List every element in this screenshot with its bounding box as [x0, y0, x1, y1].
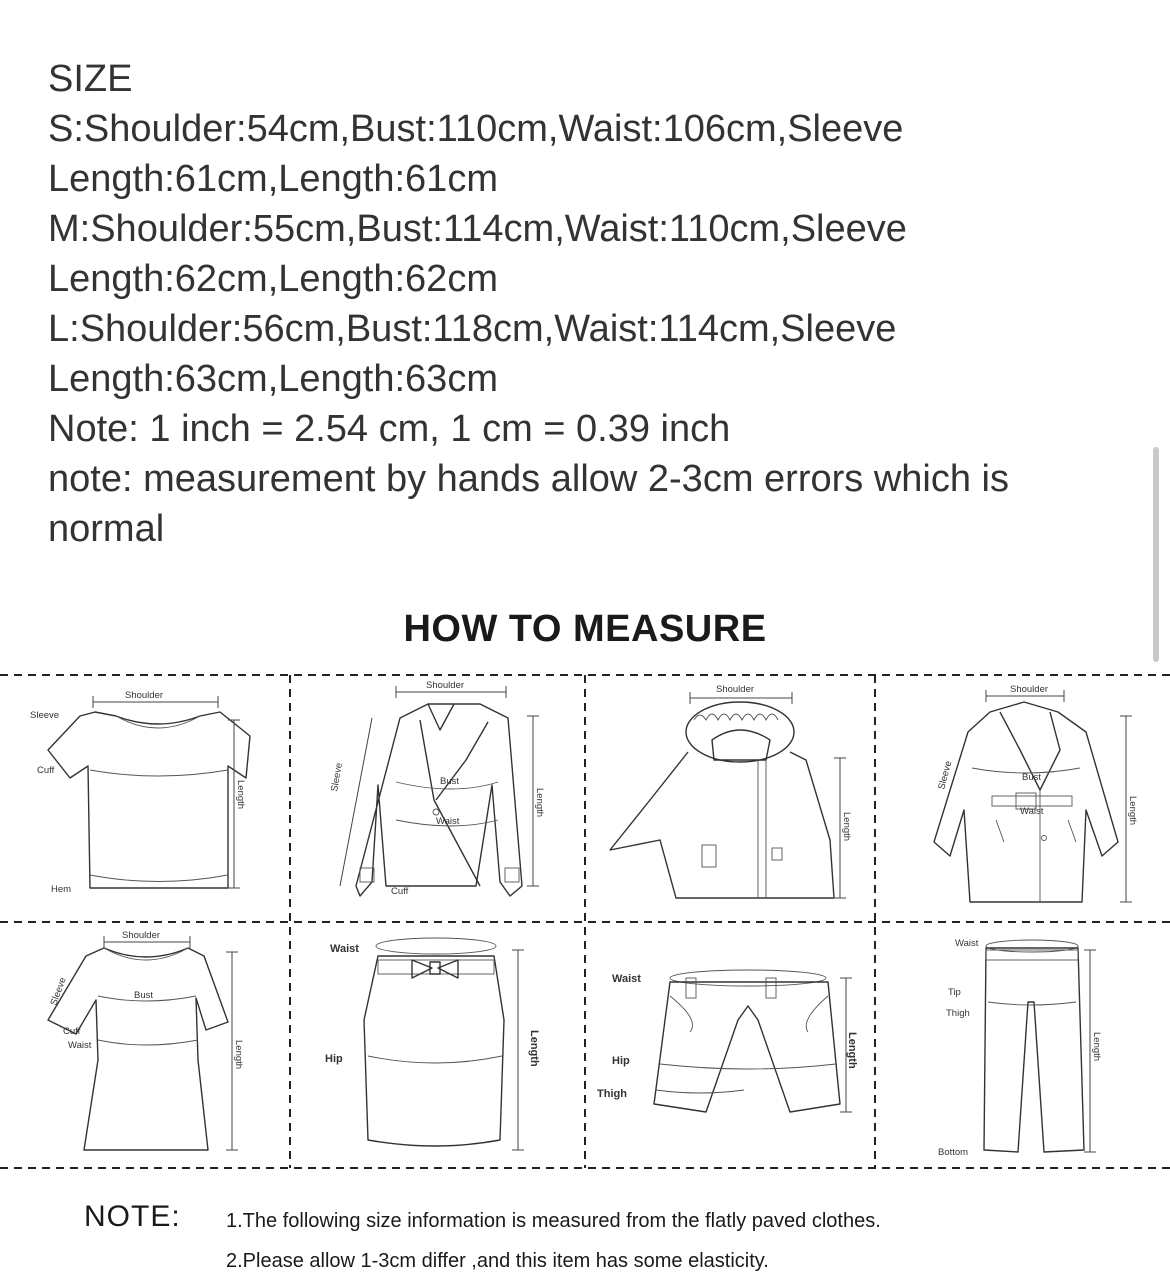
blazer-illustration [329, 680, 545, 897]
label-sleeve: Sleeve [329, 761, 346, 793]
label-hem: Hem [51, 884, 72, 895]
label-waist: Waist [955, 938, 979, 949]
label-shoulder: Shoulder [1010, 684, 1049, 695]
label-length: Length [846, 1032, 858, 1069]
label-cuff: Cuff [391, 886, 409, 897]
label-cuff: Cuff [37, 765, 55, 776]
label-waist: Waist [612, 973, 641, 985]
shorts-illustration [597, 970, 858, 1112]
label-length: Length [1091, 1032, 1102, 1062]
measurement-guide-illustration [0, 660, 1170, 1180]
size-info [48, 54, 1128, 554]
label-bust: Bust [134, 990, 154, 1001]
measurement-error-note: note: measurement by hands allow 2-3cm errors which is normal [48, 458, 1009, 550]
how-to-measure-heading: HOW TO MEASURE [403, 608, 767, 650]
note-heading: NOTE: [84, 1200, 181, 1233]
cape-illustration [610, 684, 852, 898]
label-sleeve: Sleeve [48, 975, 69, 1008]
grid-lines [0, 675, 1170, 1168]
note-item-2: 2.Please allow 1-3cm differ ,and this item has some elasticity. [226, 1250, 769, 1272]
label-waist: Waist [436, 816, 460, 827]
label-shoulder: Shoulder [125, 690, 164, 701]
unit-conversion-note: Note: 1 inch = 2.54 cm, 1 cm = 0.39 inch [48, 408, 731, 450]
label-waist: Waist [330, 943, 359, 955]
label-length: Length [235, 780, 246, 810]
label-shoulder: Shoulder [426, 680, 465, 691]
label-hip: Hip [612, 1055, 630, 1067]
dress-illustration [48, 930, 244, 1150]
label-sleeve: Sleeve [936, 759, 955, 791]
label-length: Length [841, 812, 852, 842]
label-sleeve: Sleeve [30, 710, 60, 721]
size-line-l: L:Shoulder:56cm,Bust:118cm,Waist:114cm,Sleeve Length:63cm,Length:63cm [48, 308, 897, 400]
label-length: Length [233, 1040, 244, 1070]
coat-illustration [934, 684, 1138, 902]
size-title: SIZE [48, 58, 133, 100]
size-line-s: S:Shoulder:54cm,Bust:110cm,Waist:106cm,Sleeve Length:61cm,Length:61cm [48, 108, 904, 200]
label-length: Length [528, 1030, 540, 1067]
label-shoulder: Shoulder [716, 684, 755, 695]
label-thigh: Thigh [946, 1008, 970, 1019]
label-waist: Waist [68, 1040, 92, 1051]
skirt-illustration [325, 938, 540, 1150]
label-waist: Waist [1020, 806, 1044, 817]
label-length: Length [534, 788, 545, 818]
label-bottom: Bottom [938, 1147, 969, 1158]
pants-illustration [938, 938, 1102, 1158]
label-hip: Hip [325, 1053, 343, 1065]
label-length: Length [1127, 796, 1138, 826]
label-tip: Tip [948, 987, 961, 998]
label-thigh: Thigh [597, 1088, 627, 1100]
size-line-m: M:Shoulder:55cm,Bust:114cm,Waist:110cm,Sleeve Length:62cm,Length:62cm [48, 208, 907, 300]
label-bust: Bust [440, 776, 460, 787]
note-item-1: 1.The following size information is measured from the flatly paved clothes. [226, 1210, 881, 1232]
tshirt-illustration [30, 690, 250, 895]
label-bust: Bust [1022, 772, 1042, 783]
label-cuff: Cuff [63, 1026, 81, 1037]
label-shoulder: Shoulder [122, 930, 161, 941]
